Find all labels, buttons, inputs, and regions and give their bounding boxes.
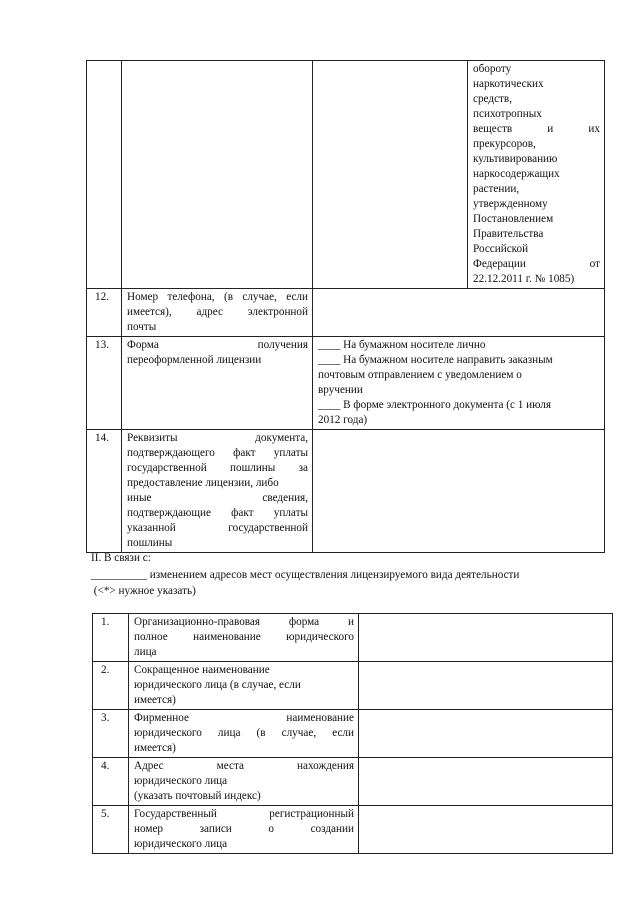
text-line: юридического лица (в случае, если [134, 679, 301, 691]
row-number: 5. [93, 806, 129, 854]
text-line: иные сведения, [127, 492, 308, 504]
row-label [122, 289, 313, 337]
table-row-continuation [87, 61, 605, 289]
text-line: имеется) [134, 694, 176, 706]
text-line: Реквизиты документа, [127, 432, 308, 444]
text-line: (указать почтовый индекс) [134, 790, 261, 802]
text-line: Российской [473, 243, 529, 255]
text-line: культивированию [473, 153, 558, 165]
text-line: полное наименование юридического [134, 631, 354, 643]
table-row [93, 758, 613, 806]
text-line: имеется) [134, 742, 176, 754]
payment-details-value[interactable] [313, 430, 605, 553]
delivery-option-line: ____ На бумажном носителе направить заказным [318, 354, 553, 366]
table-row [93, 806, 613, 854]
section-note: (<*> нужное указать) [91, 585, 196, 597]
text-line: Фирменное наименование [134, 712, 354, 724]
table-row-13 [87, 337, 605, 430]
row-label [129, 758, 359, 806]
text-line: наркотических [473, 78, 544, 90]
row-label [129, 806, 359, 854]
row-number: 4. [93, 758, 129, 806]
text-line: юридического лица [134, 775, 228, 787]
text-line: Сокращенное наименование [134, 664, 270, 676]
row-value[interactable] [359, 806, 613, 854]
text-line: переоформленной лицензии [127, 354, 262, 366]
text-line: подтверждающие факт уплаты [127, 507, 308, 519]
delivery-option-line: ____ В форме электронного документа (с 1 июля [318, 399, 551, 411]
table-row [93, 710, 613, 758]
row-number: 14. [87, 430, 122, 553]
text-line: Адрес места нахождения [134, 760, 354, 772]
section-heading: II. В связи с: [91, 552, 151, 564]
phone-email-value[interactable] [313, 289, 605, 337]
text-line: Правительства [473, 228, 544, 240]
text-line: юридического лица (в случае, если [134, 727, 354, 739]
text-line: утвержденному [473, 198, 548, 210]
table-row-12 [87, 289, 605, 337]
text-line: веществ и их [473, 123, 600, 135]
text-line: Номер телефона, (в случае, если [127, 291, 308, 303]
row-label [129, 614, 359, 662]
text-line: средств, [473, 93, 513, 105]
row-value[interactable] [359, 758, 613, 806]
text-line: Форма получения [127, 339, 308, 351]
table-row-14 [87, 430, 605, 553]
text-line: прекурсоров, [473, 138, 536, 150]
text-line: растении, [473, 183, 520, 195]
license-form-table-1 [86, 60, 605, 553]
row-label [122, 430, 313, 553]
row-number: 12. [87, 289, 122, 337]
row-number: 1. [93, 614, 129, 662]
continuation-text-cell [468, 61, 605, 289]
row-number: 2. [93, 662, 129, 710]
delivery-option-line: вручении [318, 384, 363, 396]
text-line: Государственный регистрационный [134, 808, 354, 820]
row-value[interactable] [359, 662, 613, 710]
delivery-option-line: почтовым отправлением с уведомлением о [318, 369, 522, 381]
row-value[interactable] [359, 710, 613, 758]
text-line: указанной государственной [127, 522, 308, 534]
text-line: номер записи о создании [134, 823, 354, 835]
license-delivery-options[interactable] [313, 337, 605, 430]
text-line: почты [127, 321, 157, 333]
section-reason-line: __________ изменением адресов мест осуществления лицензируемого вида деятельности [91, 569, 520, 581]
text-line: Организационно-правовая форма и [134, 616, 354, 628]
delivery-option-line: 2012 года) [318, 414, 368, 426]
text-line: пошлины [127, 537, 173, 549]
table-row [93, 662, 613, 710]
text-line: наркосодержащих [473, 168, 560, 180]
row-number: 13. [87, 337, 122, 430]
row-label [122, 337, 313, 430]
delivery-option-line: ____ На бумажном носителе лично [318, 339, 486, 351]
text-line: лица [134, 646, 157, 658]
text-line: психотропных [473, 108, 542, 120]
text-line: обороту [473, 63, 512, 75]
row-number: 3. [93, 710, 129, 758]
license-form-table-2 [92, 613, 613, 854]
row-label [129, 710, 359, 758]
text-line: имеется), адрес электронной [127, 306, 308, 318]
text-line: Постановлением [473, 213, 554, 225]
row-value[interactable] [359, 614, 613, 662]
text-line: юридического лица [134, 838, 228, 850]
text-line: государственной пошлины за [127, 462, 308, 474]
table-row [93, 614, 613, 662]
text-line: 22.12.2011 г. № 1085) [473, 273, 575, 285]
text-line: предоставление лицензии, либо [127, 477, 279, 489]
text-line: Федерации от [473, 258, 600, 270]
row-label [129, 662, 359, 710]
text-line: подтверждающего факт уплаты [127, 447, 308, 459]
